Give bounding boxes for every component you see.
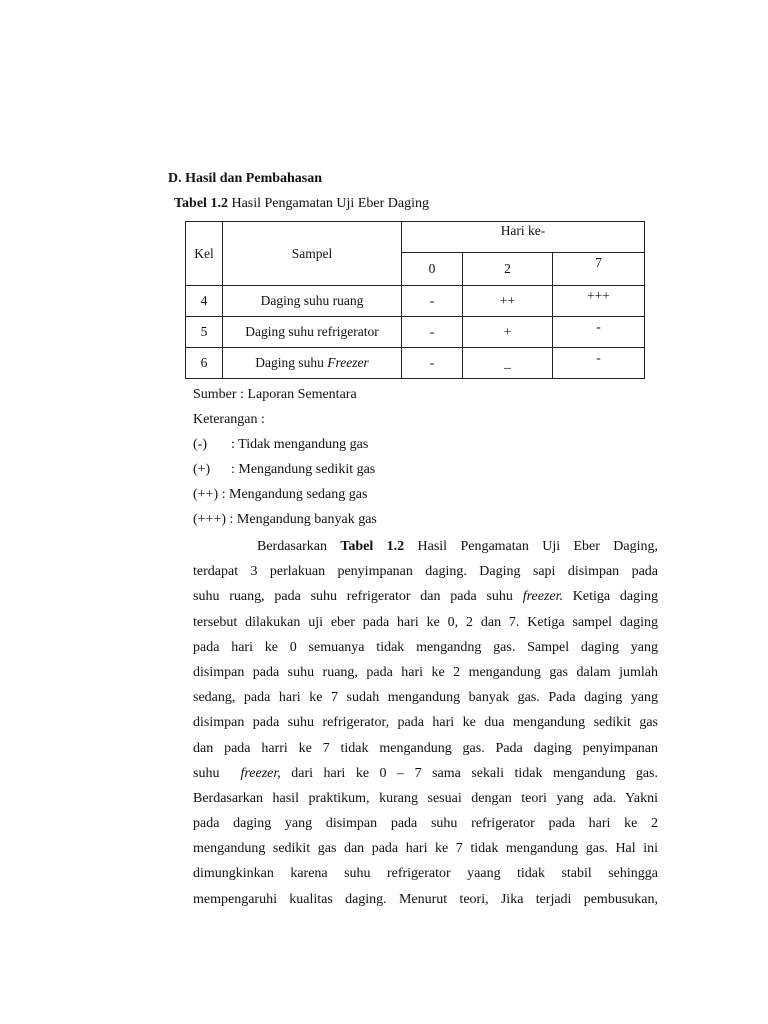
legend-item (193, 462, 375, 478)
italic-term: freezer. (522, 589, 564, 605)
notes-title: Keterangan : (193, 412, 265, 427)
paragraph-line: dimungkinkan karena suhu refrigerator yaang tidak stabil sehingga (193, 866, 658, 882)
line-text: Hasil Pengamatan Uji Eber Daging, (404, 539, 658, 554)
header-day-7: 7 (553, 253, 645, 286)
table-row (186, 286, 645, 317)
legend-symbol: (-) (193, 437, 207, 452)
cell-kel: 5 (186, 317, 223, 348)
table-row (186, 317, 645, 348)
paragraph-line: dan pada harri ke 7 tidak mengandung gas. Pada daging penyimpanan (193, 740, 658, 756)
cell-day-2: _ (463, 348, 553, 379)
cell-day-7: - (553, 317, 645, 348)
cell-sampel-text: Daging suhu ruang (260, 293, 364, 308)
cell-sampel (223, 286, 402, 317)
line-text: suhu (193, 765, 241, 781)
header-kel: Kel (186, 222, 223, 286)
cell-sampel (223, 317, 402, 348)
paragraph-line: pada hari ke 0 semuanya tidak mengandng gas. Sampel daging yang (193, 639, 658, 655)
paragraph-line: terdapat 3 perlakuan penyimpanan daging. Daging sapi disimpan pada (193, 564, 658, 580)
legend-item (193, 487, 367, 503)
cell-day-0: - (402, 317, 463, 348)
paragraph-line (193, 534, 658, 559)
cell-sampel-italic: Freezer (327, 355, 369, 370)
paragraph-line: disimpan pada suhu ruang, pada hari ke 2 mengandung gas dalam jumlah (193, 664, 658, 680)
cell-sampel-text: Daging suhu refrigerator (245, 324, 379, 339)
header-sampel: Sampel (223, 222, 402, 286)
cell-day-7: +++ (553, 286, 645, 317)
paragraph-line (193, 761, 658, 786)
table-reference: Tabel 1.2 (340, 539, 405, 554)
legend-desc: : Tidak mengandung gas (231, 437, 369, 452)
line-text: Ketiga daging (563, 589, 658, 605)
header-hari: Hari ke- (402, 222, 645, 253)
legend-symbol: (+) (193, 462, 211, 477)
legend-item (193, 512, 377, 528)
cell-day-2: + (463, 317, 553, 348)
observation-table (185, 221, 645, 379)
cell-day-0: - (402, 286, 463, 317)
header-day-0: 0 (402, 253, 463, 286)
cell-day-7: - (553, 348, 645, 379)
paragraph-line: disimpan pada suhu refrigerator, pada hari ke dua mengandung sedikit gas (193, 715, 658, 731)
paragraph-line (193, 584, 658, 609)
legend-desc: : Mengandung sedang gas (218, 487, 368, 502)
cell-kel: 4 (186, 286, 223, 317)
table-caption-text: Hasil Pengamatan Uji Eber Daging (227, 196, 429, 211)
cell-day-2: ++ (463, 286, 553, 317)
table-row (186, 348, 645, 379)
legend-item (193, 437, 368, 453)
line-text: suhu ruang, pada suhu refrigerator dan pada suhu (193, 589, 523, 605)
legend-symbol: (++) (193, 487, 219, 502)
table-caption (174, 196, 429, 212)
line-text: Berdasarkan (257, 539, 341, 554)
paragraph-line: mempengaruhi kualitas daging. Menurut teori, Jika terjadi pembusukan, (193, 891, 658, 907)
legend-desc: : Mengandung banyak gas (226, 512, 377, 527)
paragraph-line: pada daging yang disimpan pada suhu refrigerator pada hari ke 2 (193, 816, 658, 832)
section-heading: D. Hasil dan Pembahasan (168, 171, 323, 186)
italic-term: freezer, (240, 765, 281, 781)
paragraph-line: sedang, pada hari ke 7 sudah mengandung banyak gas. Pada daging yang (193, 690, 658, 706)
paragraph-line: tersebut dilakukan uji eber pada hari ke 0, 2 dan 7. Ketiga sampel daging (193, 614, 658, 630)
cell-day-0: - (402, 348, 463, 379)
cell-sampel-text: Daging suhu (255, 355, 328, 370)
table-caption-label: Tabel 1.2 (174, 196, 228, 211)
table-source: Sumber : Laporan Sementara (193, 387, 357, 402)
legend-symbol: (+++) (193, 512, 227, 527)
line-text: dari hari ke 0 – 7 sama sekali tidak mengandung gas. (280, 765, 658, 781)
discussion-paragraph (193, 534, 658, 912)
paragraph-line: mengandung sedikit gas dan pada hari ke 7 tidak mengandung gas. Hal ini (193, 841, 658, 857)
cell-kel: 6 (186, 348, 223, 379)
legend-desc: : Mengandung sedikit gas (231, 462, 376, 477)
paragraph-line: Berdasarkan hasil praktikum, kurang sesuai dengan teori yang ada. Yakni (193, 790, 658, 806)
header-day-2: 2 (463, 253, 553, 286)
cell-sampel (223, 348, 402, 379)
